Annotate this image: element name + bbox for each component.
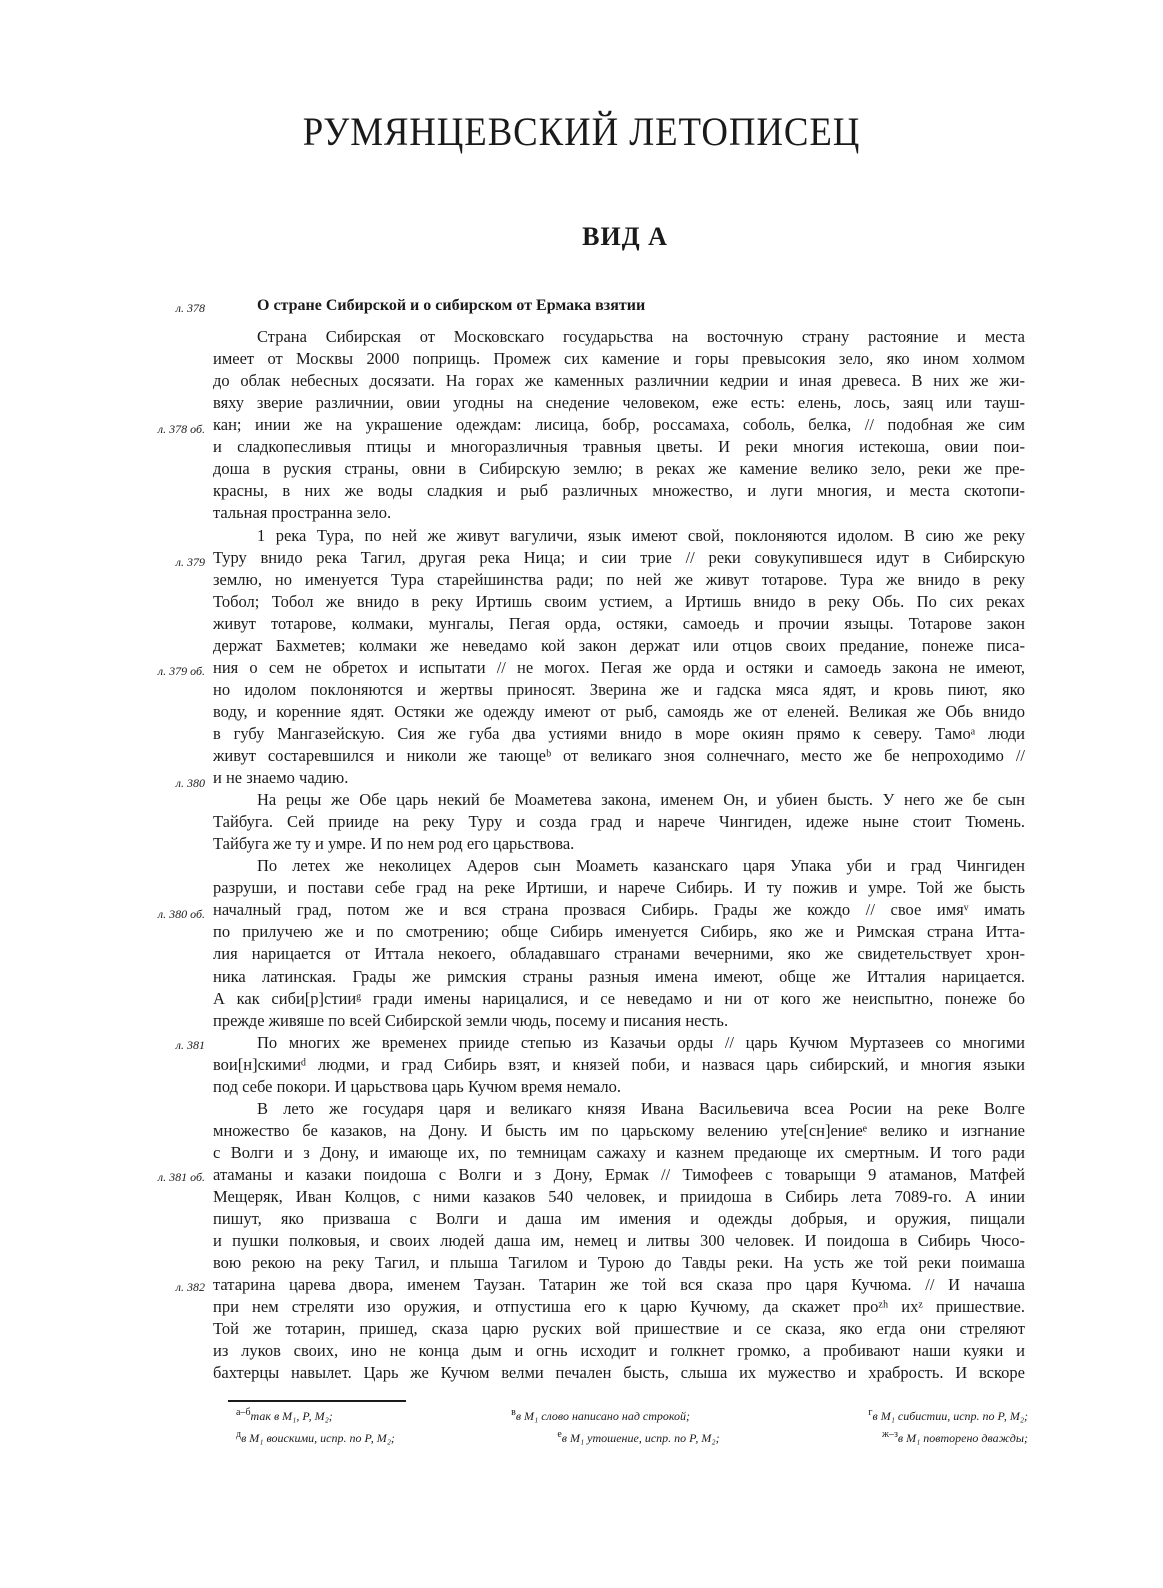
footnote-mark: д [236,1429,242,1440]
text-line: пишут, яко призваша с Волги и даша им имения и одежды добрыя, и оружия, пищали [213,1209,1025,1228]
footnote [236,1407,333,1424]
text-line: из луков своих, ино не конца дым и огнь исходит и голкнет громко, а пробивают наши куяки и [213,1341,1025,1361]
folio-note: л. 378 [175,301,205,315]
footnote-text: в М₁ повторено дважды; [897,1431,1028,1445]
text-line: при нем стреляти изо оружия, и отпустиша его к царю Кучюму, да скажет проᶻʰ ихᶻ пришествие. [213,1297,1025,1317]
footnote [236,1429,395,1446]
folio-note: л. 379 [175,555,205,569]
footnote [557,1429,719,1446]
footnote [868,1407,1028,1424]
page-subtitle: ВИД А [582,222,668,251]
footnote-text: в М₁ воискими, испр. по Р, М₂; [241,1431,395,1445]
text-line: А как сиби[р]стииᵍ гради имены нарицалися, и се неведамо и ни от кого же неиспытно, понеже бо [213,988,1025,1008]
folio-note: л. 381 об. [157,1170,205,1184]
text-line: лия нарицается от Иттала некоего, обладавшаго странами вечерними, яко же свидетельствует хрон- [213,944,1025,964]
text-line: под себе покори. И царьствова царь Кучюм время немало. [213,1076,622,1096]
text-line: началный град, потом же и вся страна прозвася Сибирь. Грады же кождо // свое имяᵛ имать [213,900,1025,920]
folio-note: л. 379 об. [157,664,205,678]
text-line: Тайбуга. Сей прииде на реку Туру и созда град и нарече Чингиден, идеже ныне стоит Тюмень. [213,812,1025,832]
text-line: имеет от Москвы 2000 поприщь. Промеж сих камение и горы превысокия зело, яко ином холмом [213,349,1025,369]
text-line: На рецы же Обе царь некий бе Моаметева закона, именем Он, и убиен бысть. У него же бе сын [257,790,1025,809]
text-line: тальная пространна зело. [213,503,392,523]
text-line: и сладкопесливыя птицы и многоразличныя травныя цветы. И реки многия истекоша, овии пои- [213,437,1025,457]
folio-note: л. 380 об. [157,907,205,921]
folio-note: л. 382 [175,1280,205,1294]
footnote-mark: г [868,1407,873,1418]
text-line: в губу Мангазейскую. Сия же губа два устиями внидо в море окиян прямо к северу. Тамоᵃ люди [213,723,1025,743]
text-line: прежде живяше по всей Сибирской земли чюдь, посему и писания несть. [213,1010,729,1030]
footnote-row [236,1429,1028,1446]
text-line: доша в руския страны, овни в Сибирскую землю; в реках же камение велико зело, реки же пре- [213,459,1025,479]
text-line: землю, но именуется Тура старейшинства ради; по ней же живут тотарове. Тура же внидо в реку [213,569,1025,589]
text-line: красны, в них же воды сладкия и рыб различных множество, и луги многия, и места скотопи- [213,481,1025,501]
text-line: живут состаревшился и николи же тающеᵇ от великаго зноя солнечнаго, место же бе непроходимо // [213,746,1025,765]
text-line: разруши, и постави себе град на реке Иртиши, и нарече Сибирь. И ту пожив и умре. Той же бысть [213,878,1025,898]
footnote-text: в М₁ слово написано над строкой; [515,1409,691,1423]
text-line: но идолом поклоняются и жертвы приносят. Зверина же и гадска мяса ядят, и кровь пиют, яко [213,679,1025,699]
text-line: атаманы и казаки поидоша с Волги и з Дону, Ермак // Тимофеев с товарыщи 9 атаманов, Матфей [213,1164,1025,1184]
text-line: держат Бахметев; колмаки же неведамо кой закон держат или отцов своих предание, понеже писа- [213,635,1025,655]
text-line: по прилучею же и по смотрению; обще Сибирь именуется Сибирь, яко же и Римская страна Итта- [213,922,1025,942]
footnote-text: так в М₁, Р, М₂; [250,1409,333,1423]
text-line: и пушки полковыя, и своих людей даша им, немец и литвы 300 человек. И поидоша в Сибирь Чюсо- [213,1231,1025,1251]
footnote-rule [228,1400,406,1402]
text-line: вяху зверие различнии, овии угодны на снедение человеком, еже есть: елень, лось, заяц или тауш- [213,393,1025,413]
text-line: По многих же временех прииде степью из Казачьи орды // царь Кучюм Муртазеев со многими [257,1032,1025,1052]
text-line: воду, и коренние ядят. Остяки же одежду имеют от рыб, самоядь же от еленей. Великая же Обь внидо [213,701,1025,721]
text-line: ния о сем не обретох и испытати // не могох. Пегая же орда и остяки и самоедь закона не имеют, [213,657,1025,677]
text-line: кан; инии же на украшение одеждам: лисица, бобр, россамаха, соболь, белка, // подобная же сим [213,415,1025,435]
footnote [511,1407,690,1424]
page-title: РУМЯНЦЕВСКИЙ ЛЕТОПИСЕЦ [302,109,861,154]
text-line: живут тотарове, колмаки, мунгалы, Пегая орда, остяки, самоедь и прочии языцы. Тотарове закон [213,613,1025,633]
text-line: ника латинская. Грады же римския страны разныя имена имеют, обще же Итталия нарицается. [213,966,1025,986]
text-line: татарина царева двора, именем Таузан. Татарин же той вся сказа про царя Кучюма. // И начаша [213,1275,1025,1295]
text-line: 1 река Тура, по ней же живут вагуличи, язык имеют свой, поклоняются идолом. В сию же реку [257,525,1025,545]
text-line: Мещеряк, Иван Колцов, с ними казаков 540 человек, и приидоша в Сибирь лета 7089-го. А инии [213,1187,1025,1206]
footnote-mark: а–б [236,1407,251,1418]
folio-note: л. 381 [175,1038,205,1052]
text-line: множество бе казаков, на Дону. И бысть им по царьскому велению уте[сн]ениеᵉ велико и изгнание [213,1120,1025,1140]
folio-note: л. 378 об. [157,422,205,436]
text-line: Тобол; Тобол же внидо в реку Иртишь своим устием, а Иртишь внидо в реку Обь. По сих реках [213,591,1025,611]
footnote-text: в М₁ сибистии, испр. по Р, М₂; [872,1409,1028,1423]
footnote [882,1429,1028,1446]
text-line: и не знаемо чадию. [213,768,349,787]
text-line: По летех же неколицех Адеров сын Моаметь казанскаго царя Упака уби и град Чингиден [257,856,1025,876]
section-heading: О стране Сибирской и о сибирском от Ермака взятии [257,297,646,314]
text-line: вои[н]скимиᵈ людми, и град Сибирь взят, и князей поби, и назвася царь сибирский, и многия языки [213,1054,1025,1074]
text-line: Страна Сибирская от Московскаго государьства на восточную страну растояние и места [257,327,1025,346]
text-line: вою рекою на реку Тагил, и плыша Тагилом и Турою до Тавды реки. На усть же той реки поимаша [213,1253,1025,1273]
footnote-text: в М₁ утошение, испр. по Р, М₂; [561,1431,720,1445]
text-line: Тайбуга же ту и умре. И по нем род его царьствова. [213,834,575,854]
text-line: до облак небесных досязати. На горах же каменных различнии кедрии и иная древеса. В них же жи- [213,371,1025,391]
text-line: бахтерцы навылет. Царь же Кучюм велми печален бысть, слыша их мужество и храбрость. И вскоре [213,1363,1025,1383]
folio-note: л. 380 [175,776,205,790]
text-line: Той же тотарин, пришед, сказа царю руских вой пришествие и се сказа, яко егда они стреляют [213,1319,1025,1339]
text-line: с Волги и з Дону, и имающе их, по темницам сажаху и казнем предающе их смертным. И того ради [213,1142,1025,1162]
footnote-mark: ж–з [882,1429,898,1440]
footnote-row [236,1407,1028,1424]
text-line: В лето же государя царя и великаго князя Ивана Васильевича всеа Росии на реке Волге [257,1098,1025,1118]
text-line: Туру внидо река Тагил, другая река Ница; и сии трие // реки совукупившеся идут в Сибирскую [213,547,1025,567]
footnote-mark: в [511,1407,516,1418]
footnote-mark: е [557,1429,562,1440]
